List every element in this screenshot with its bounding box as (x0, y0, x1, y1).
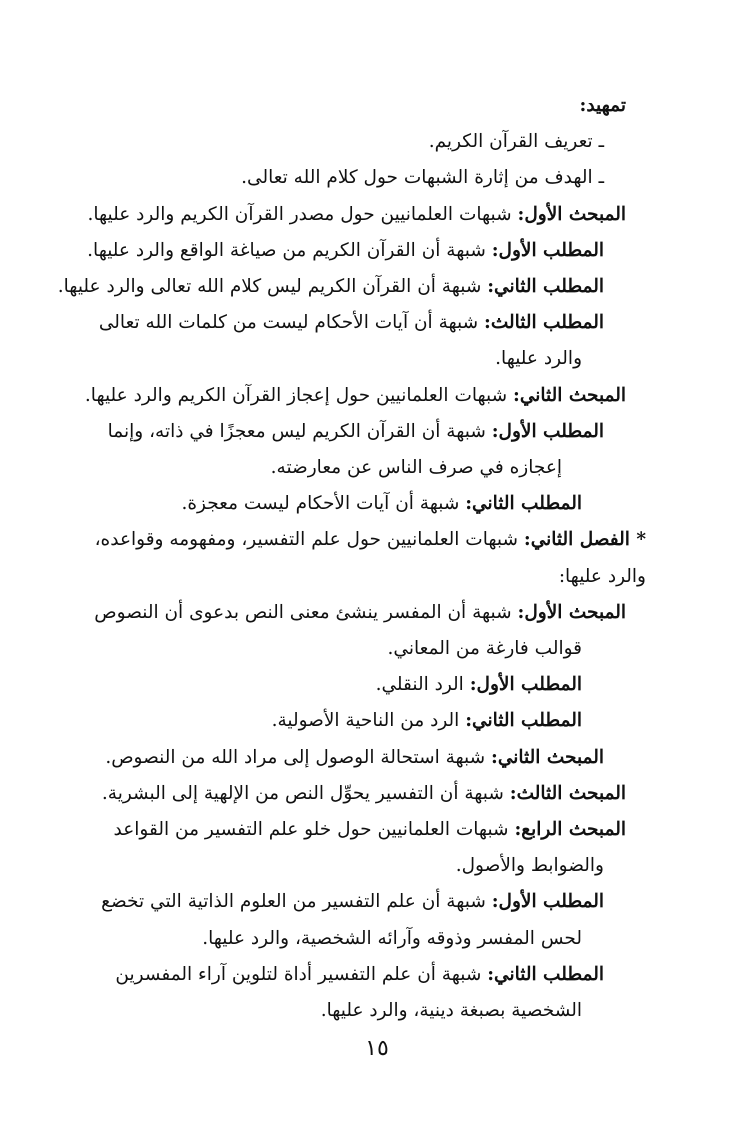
item-text: لحس المفسر وذوقه وآرائه الشخصية، والرد عليها. (202, 927, 582, 949)
item-lead: المطلب الثاني: (465, 710, 582, 732)
item-text: شبهة أن التفسير يحوِّل النص من الإلهية إلى البشرية. (101, 782, 510, 804)
item-text: والرد عليها: (558, 565, 646, 587)
item-lead: المبحث الأول: (517, 601, 626, 623)
continuation-line (72, 993, 626, 1029)
continuation-line (72, 450, 626, 486)
item-lead: المطلب الثاني: (465, 493, 582, 515)
item-text: شبهة أن آيات الأحكام ليست معجزة. (181, 493, 466, 515)
mabhath-line (72, 812, 626, 848)
matlab-line (72, 884, 626, 920)
continuation-line (72, 921, 626, 957)
item-text: ـ تعريف القرآن الكريم. (428, 131, 604, 153)
item-text: شبهات العلمانيين حول علم التفسير، ومفهومه وقواعده، (94, 529, 524, 551)
item-lead: المطلب الثاني: (487, 276, 604, 298)
item-text: شبهة أن علم التفسير أداة لتلوين آراء المفسرين (115, 963, 488, 985)
item-lead: المطلب الثالث: (483, 312, 604, 334)
continuation-line (72, 341, 626, 377)
chapter-line (72, 522, 646, 558)
item-text: الشخصية بصبغة دينية، والرد عليها. (320, 1000, 582, 1022)
item-lead: المطلب الأول: (491, 891, 604, 913)
item-text: شبهة أن آيات الأحكام ليست من كلمات الله تعالى (98, 312, 484, 334)
item-text: شبهة استحالة الوصول إلى مراد الله من النصوص. (105, 746, 491, 768)
item-lead: المبحث الثاني: (491, 746, 604, 768)
matlab-line (72, 414, 626, 450)
item-text: شبهة أن المفسر ينشئ معنى النص بدعوى أن النصوص (94, 601, 518, 623)
intro-item (72, 160, 626, 196)
item-text: الرد من الناحية الأصولية. (271, 710, 466, 732)
item-lead: المطلب الأول: (491, 420, 604, 442)
item-text: شبهات العلمانيين حول إعجاز القرآن الكريم والرد عليها. (84, 384, 513, 406)
continuation-line (72, 631, 626, 667)
item-text: شبهة أن علم التفسير من العلوم الذاتية التي تخضع (101, 891, 492, 913)
item-lead: المبحث الثالث: (509, 782, 626, 804)
mabhath-line (72, 378, 626, 414)
item-lead: المطلب الأول: (491, 239, 604, 261)
matlab-line (72, 233, 626, 269)
item-lead: المطلب الثاني: (487, 963, 604, 985)
matlab-line (72, 667, 626, 703)
chapter-lead: * الفصل الثاني: (523, 529, 646, 551)
item-lead: المطلب الأول: (469, 674, 582, 696)
matlab-line (72, 703, 626, 739)
matlab-line (57, 269, 626, 305)
item-text: شبهة أن القرآن الكريم ليس كلام الله تعالى والرد عليها. (57, 276, 488, 298)
item-text: والضوابط والأصول. (455, 855, 604, 877)
continuation-line (72, 559, 646, 595)
document-body (57, 88, 646, 1029)
item-text: ـ الهدف من إثارة الشبهات حول كلام الله تعالى. (241, 167, 604, 189)
item-lead: المبحث الأول: (517, 203, 626, 225)
page-number: ١٥ (365, 1036, 389, 1061)
item-text: شبهات العلمانيين حول خلو علم التفسير من القواعد (113, 819, 515, 841)
mabhath-line (72, 197, 626, 233)
item-text: الرد النقلي. (375, 674, 470, 696)
mabhath-line (72, 776, 626, 812)
mabhath-line (72, 740, 626, 776)
matlab-line (72, 957, 626, 993)
item-lead: المبحث الرابع: (514, 819, 626, 841)
intro-item (72, 124, 626, 160)
item-text: شبهة أن القرآن الكريم من صياغة الواقع والرد عليها. (87, 239, 492, 261)
matlab-line (72, 305, 626, 341)
item-text: شبهات العلمانيين حول مصدر القرآن الكريم والرد عليها. (87, 203, 518, 225)
matlab-line (72, 486, 626, 522)
item-lead: المبحث الثاني: (513, 384, 626, 406)
item-text: شبهة أن القرآن الكريم ليس معجزًا في ذاته، وإنما (107, 420, 492, 442)
item-text: والرد عليها. (495, 348, 582, 370)
section-heading: تمهيد: (579, 95, 626, 116)
item-text: قوالب فارغة من المعاني. (387, 638, 582, 660)
continuation-line (72, 848, 626, 884)
item-text: إعجازه في صرف الناس عن معارضته. (270, 457, 562, 479)
mabhath-line (72, 595, 626, 631)
